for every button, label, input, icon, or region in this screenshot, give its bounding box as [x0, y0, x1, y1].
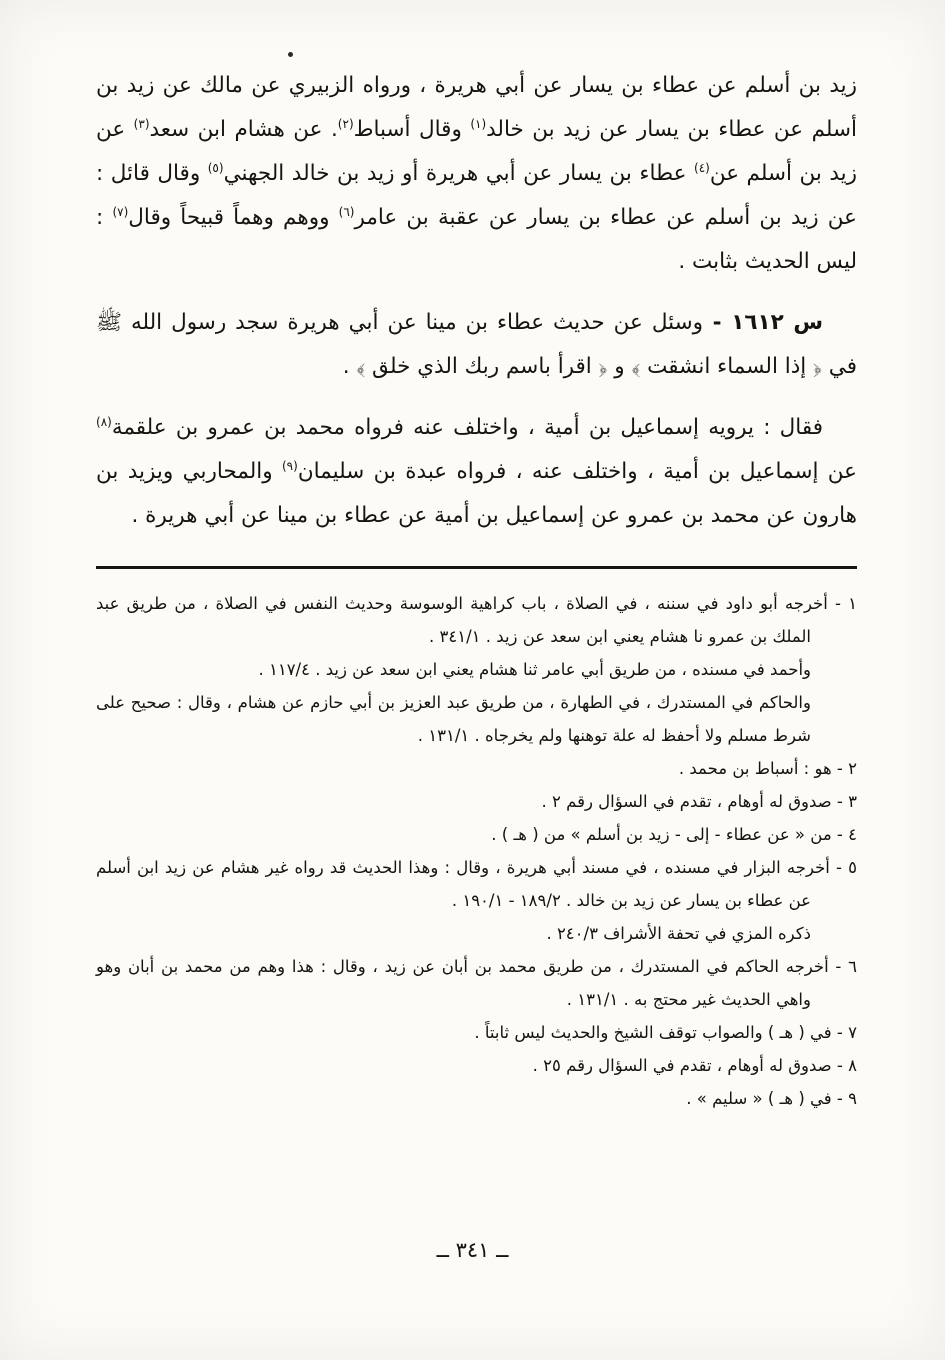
text-run: عطاء بن يسار عن أبي هريرة أو زيد بن خالد الجهني	[223, 161, 694, 186]
footnote-item	[96, 1049, 857, 1082]
footnote-ref: (٢)	[337, 116, 354, 131]
ink-speck	[288, 52, 293, 57]
footnote-ref: (٩)	[281, 458, 298, 473]
footnote-item	[96, 1016, 857, 1049]
footnote-item	[96, 587, 857, 752]
paragraph-question-1612	[96, 301, 857, 389]
footnote-item	[96, 950, 857, 1016]
page-number: ــ ٣٤١ ــ	[436, 1238, 509, 1262]
footnotes-list	[96, 587, 857, 1115]
text-run: وسئل عن حديث عطاء بن مينا عن أبي هريرة سجد رسول الله ﷺ في ﴿ إذا السماء انشقت ﴾ و ﴿ اقرأ باسم ربك الذي خلق ﴾ .	[96, 310, 857, 379]
footnote-text: ٥ - أخرجه البزار في مسنده ، في مسند أبي هريرة ، وقال : وهذا الحديث قد رواه غير هشام عن زيد ابن أسلم عن عطاء بن يسار عن زيد بن خالد . ١٨٩/٢ - ١٩٠/١ .	[96, 858, 857, 910]
footnote-ref: (٨)	[96, 414, 112, 429]
footnote-ref: (٧)	[112, 204, 129, 219]
footnote-continuation: وأحمد في مسنده ، من طريق أبي عامر ثنا هشام يعني ابن سعد عن زيد . ١١٧/٤ .	[258, 660, 811, 679]
footnote-ref: (٥)	[207, 160, 224, 175]
footnote-ref: (٦)	[338, 204, 355, 219]
text-run: عن إسماعيل بن أمية ، واختلف عنه ، فرواه عبدة بن سليمان	[297, 459, 857, 484]
footnote-ref: (٣)	[133, 116, 150, 131]
text-run: وقال قائل : عن زيد بن أسلم عن عطاء بن يسار عن عقبة بن عامر	[96, 161, 857, 230]
footnote-continuation: ذكره المزي في تحفة الأشراف ٢٤٠/٣ .	[546, 924, 811, 943]
footnote-text: ١ - أخرجه أبو داود في سننه ، في الصلاة ، باب كراهية الوسوسة وحديث النفس في الصلاة ، من طريق عبد الملك بن عمرو نا هشام يعني ابن سعد عن زيد . ٣٤١/١ .	[96, 594, 857, 646]
main-paragraphs	[96, 64, 857, 538]
footnote-text: ٣ - صدوق له أوهام ، تقدم في السؤال رقم ٢ .	[541, 792, 857, 811]
text-run: ووهم وهماً قبيحاً وقال	[128, 205, 339, 230]
text-run: عن زيد بن أسلم عن	[96, 117, 857, 186]
text-run: وقال أسباط	[353, 117, 471, 142]
text-run: . عن هشام ابن سعد	[149, 117, 338, 142]
footnote-text: ٨ - صدوق له أوهام ، تقدم في السؤال رقم ٢٥ .	[532, 1056, 857, 1075]
paragraph-answer	[96, 406, 857, 538]
footnote-separator	[96, 566, 857, 569]
text-run: زيد بن أسلم عن عطاء بن يسار عن أبي هريرة ، ورواه الزبيري عن مالك عن زيد بن أسلم عن عطاء بن يسار عن زيد بن خالد	[96, 73, 857, 142]
footnote-text: ٤ - من « عن عطاء - إلى - زيد بن أسلم » من ( هـ ) .	[491, 825, 857, 844]
footnote-ref: (١)	[470, 116, 487, 131]
footnote-ref: (٤)	[694, 160, 710, 175]
paragraph-isnad-discussion	[96, 64, 857, 284]
text-run: والمحاربي ويزيد بن هارون عن محمد بن عمرو عن إسماعيل بن أمية عن عطاء بن مينا عن أبي هريرة .	[96, 459, 857, 528]
footnote-item	[96, 785, 857, 818]
footnote-text: ٦ - أخرجه الحاكم في المستدرك ، من طريق محمد بن أبان عن زيد ، وقال : هذا وهم من محمد بن أبان وهو واهي الحديث غير محتج به . ١٣١/١ .	[96, 957, 857, 1009]
main-text	[96, 64, 857, 538]
text-run: فقال : يرويه إسماعيل بن أمية ، واختلف عنه فرواه محمد بن عمرو بن علقمة	[111, 415, 823, 440]
footnote-item	[96, 851, 857, 950]
footnote-continuation: والحاكم في المستدرك ، في الطهارة ، من طريق عبد العزيز بن أبي حازم عن هشام ، وقال : صحيح على شرط مسلم ولا أحفظ له علة توهنها ولم يخرجاه . ١٣١/١ .	[96, 693, 811, 745]
footnote-item	[96, 1082, 857, 1115]
footnote-text: ٧ - في ( هـ ) والصواب توقف الشيخ والحديث ليس ثابتاً .	[474, 1023, 857, 1042]
text-run: س ١٦١٢ -	[703, 310, 823, 335]
footnote-item	[96, 818, 857, 851]
footnote-text: ٢ - هو : أسباط بن محمد .	[678, 759, 857, 778]
text-run: : ليس الحديث بثابت .	[96, 205, 857, 274]
footnote-text: ٩ - في ( هـ ) « سليم » .	[686, 1089, 857, 1108]
footnote-item	[96, 752, 857, 785]
